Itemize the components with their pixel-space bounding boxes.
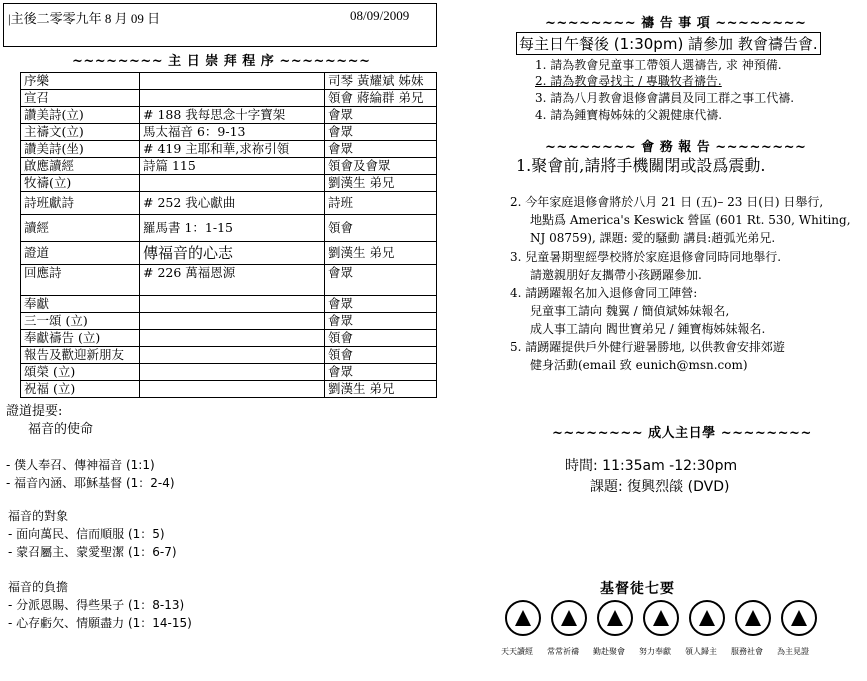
program-content: # 226 萬福恩源 <box>140 265 325 296</box>
program-person: 會眾 <box>325 296 437 313</box>
program-row <box>21 347 437 364</box>
church-news-item-2: 2. 今年家庭退修會將於八月 21 日 (五)– 23 日(日) 日舉行, <box>510 195 824 209</box>
program-person: 劉漢生 弟兄 <box>325 175 437 192</box>
prayer-item: 2. 請為教會尋找主 / 專職牧者禱告. <box>535 74 722 88</box>
church-news-item-3: 請邀親朋好友攜帶小孩踴躍參加. <box>530 268 702 282</box>
program-item: 頌榮 (立) <box>21 364 140 381</box>
program-item: 奉獻禱告 (立) <box>21 330 140 347</box>
church-news-item-5: 5. 請踴躍提供戶外健行避暑勝地, 以供教會安排郊遊 <box>510 340 785 354</box>
program-content: 羅馬書 1：1-15 <box>140 215 325 242</box>
church-news-item-3: 3. 兒童暑期聖經學校將於家庭退修會同時同地舉行. <box>510 250 782 264</box>
program-row <box>21 73 437 90</box>
prayer-item: 4. 請為鍾寶梅姊妹的父親健康代禱. <box>535 108 723 122</box>
church-news-item-5: 健身活動(email 致 eunich@msn.com) <box>530 358 748 372</box>
evangelism-icon <box>689 600 725 636</box>
program-person: 領會 <box>325 215 437 242</box>
program-content: 馬太福音 6：9-13 <box>140 124 325 141</box>
logo-label: 領人歸主 <box>685 647 717 656</box>
worship-icon <box>597 600 633 636</box>
church-news-item-4: 成人事工請向 閻世寶弟兄 / 鍾寶梅姊妹報名. <box>530 322 766 336</box>
program-row <box>21 381 437 398</box>
church-news-item-4: 兒童事工請向 魏翼 / 簡偵斌姊妹報名, <box>530 304 730 318</box>
program-content: 詩篇 115 <box>140 158 325 175</box>
program-row <box>21 242 437 265</box>
program-row <box>21 90 437 107</box>
church-news-item-2: 地點爲 America's Keswick 營區 (601 Rt. 530, Whiting, <box>530 213 851 227</box>
adult-school-topic: 課題: 復興烈燄 (DVD) <box>590 479 730 495</box>
program-title: ~~~~~~~~ 主 日 崇 拜 程 序 ~~~~~~~~ <box>72 54 371 69</box>
program-item: 詩班獻詩 <box>21 192 140 215</box>
program-row <box>21 192 437 215</box>
program-row <box>21 330 437 347</box>
service-icon <box>735 600 771 636</box>
program-content <box>140 73 325 90</box>
logo-label: 勤赴聚會 <box>593 647 625 656</box>
sermon-heading: 證道提要: <box>6 404 63 419</box>
program-content <box>140 364 325 381</box>
logo-label: 服務社會 <box>731 647 763 656</box>
logo-label: 天天讀經 <box>501 647 533 656</box>
program-content: 傳福音的心志 <box>140 242 325 265</box>
church-news-item-1: 1.聚會前,請將手機關閉或設爲震動. <box>516 156 766 175</box>
adult-school-time: 時間: 11:35am -12:30pm <box>565 458 738 474</box>
prayer-title: ~~~~~~~~ 禱 告 事 項 ~~~~~~~~ <box>545 16 807 31</box>
program-item: 讚美詩(坐) <box>21 141 140 158</box>
program-row <box>21 296 437 313</box>
program-row <box>21 158 437 175</box>
program-content <box>140 296 325 313</box>
program-item: 宣召 <box>21 90 140 107</box>
program-person: 會眾 <box>325 364 437 381</box>
program-person: 領會 <box>325 330 437 347</box>
bible-reading-icon <box>505 600 541 636</box>
program-content <box>140 330 325 347</box>
sermon-subheading: 福音的負擔 <box>8 580 69 594</box>
church-news-item-4: 4. 請踴躍報名加入退修會同工陣營: <box>510 286 698 300</box>
program-row <box>21 107 437 124</box>
church-news-item-2: NJ 08759), 課題: 愛的騷動 講員:趙弧光弟兄. <box>530 231 776 245</box>
church-news-title: ~~~~~~~~ 會 務 報 告 ~~~~~~~~ <box>545 140 807 155</box>
program-person: 詩班 <box>325 192 437 215</box>
program-person: 領會及會眾 <box>325 158 437 175</box>
program-content <box>140 313 325 330</box>
prayer-meeting-box: 每主日午餐後 (1:30pm) 請參加 教會禱告會. <box>516 32 821 55</box>
logo-label: 常常祈禱 <box>547 647 579 656</box>
program-content <box>140 347 325 364</box>
program-row <box>21 175 437 192</box>
logo-label: 努力奉獻 <box>639 647 671 656</box>
program-row <box>21 124 437 141</box>
prayer-icon <box>551 600 587 636</box>
witness-icon <box>781 600 817 636</box>
sermon-point: - 面向萬民、信而順服 (1：5) <box>8 527 165 541</box>
sermon-point: - 心存虧欠、情願盡力 (1：14-15) <box>8 616 192 630</box>
program-row <box>21 364 437 381</box>
sermon-point: - 蒙召屬主、蒙愛聖潔 (1：6-7) <box>8 545 177 559</box>
logo-title: 基督徒七要 <box>600 581 675 597</box>
program-item: 報告及歡迎新朋友 <box>21 347 140 364</box>
program-item: 證道 <box>21 242 140 265</box>
program-content <box>140 90 325 107</box>
adult-school-title: ~~~~~~~~ 成人主日學 ~~~~~~~~ <box>552 426 812 441</box>
offering-icon <box>643 600 679 636</box>
sermon-point: - 僕人奉召、傳神福音 (1:1) <box>6 458 155 472</box>
program-person: 領會 蔣綸群 弟兄 <box>325 90 437 107</box>
program-item: 祝福 (立) <box>21 381 140 398</box>
program-person: 司琴 黃耀斌 姊妹 <box>325 73 437 90</box>
program-person: 會眾 <box>325 124 437 141</box>
sermon-subheading: 福音的對象 <box>8 509 69 523</box>
program-row <box>21 215 437 242</box>
program-person: 會眾 <box>325 265 437 296</box>
program-item: 牧禱(立) <box>21 175 140 192</box>
program-item: 回應詩 <box>21 265 140 296</box>
header-date: 08/09/2009 <box>350 8 410 23</box>
program-item: 三一頌 (立) <box>21 313 140 330</box>
program-item: 奉獻 <box>21 296 140 313</box>
program-table <box>20 72 437 398</box>
header-date-chinese: |主後二零零九年 8 月 09 日 <box>8 11 161 26</box>
program-content: # 188 我每思念十字寶架 <box>140 107 325 124</box>
program-person: 會眾 <box>325 313 437 330</box>
program-content: # 252 我心獻曲 <box>140 192 325 215</box>
logo-label: 為主見證 <box>777 647 809 656</box>
prayer-item: 3. 請為八月教會退修會講員及同工群之事工代禱. <box>535 91 795 105</box>
program-item: 啟應讀經 <box>21 158 140 175</box>
program-content: # 419 主耶和華,求祢引領 <box>140 141 325 158</box>
program-item: 讀經 <box>21 215 140 242</box>
sermon-point: - 分派恩賜、得些果子 (1：8-13) <box>8 598 185 612</box>
program-item: 序樂 <box>21 73 140 90</box>
program-content <box>140 381 325 398</box>
program-person: 會眾 <box>325 141 437 158</box>
program-person: 會眾 <box>325 107 437 124</box>
prayer-item: 1. 請為教會兒童事工帶領人選禱告, 求 神預備. <box>535 58 782 72</box>
program-item: 主禱文(立) <box>21 124 140 141</box>
sermon-point: - 福音內涵、耶穌基督 (1：2-4) <box>6 476 175 490</box>
program-person: 領會 <box>325 347 437 364</box>
program-content <box>140 175 325 192</box>
program-row <box>21 313 437 330</box>
program-person: 劉漢生 弟兄 <box>325 381 437 398</box>
program-person: 劉漢生 弟兄 <box>325 242 437 265</box>
program-row <box>21 141 437 158</box>
sermon-mission: 福音的使命 <box>28 422 94 437</box>
program-row <box>21 265 437 296</box>
program-item: 讚美詩(立) <box>21 107 140 124</box>
